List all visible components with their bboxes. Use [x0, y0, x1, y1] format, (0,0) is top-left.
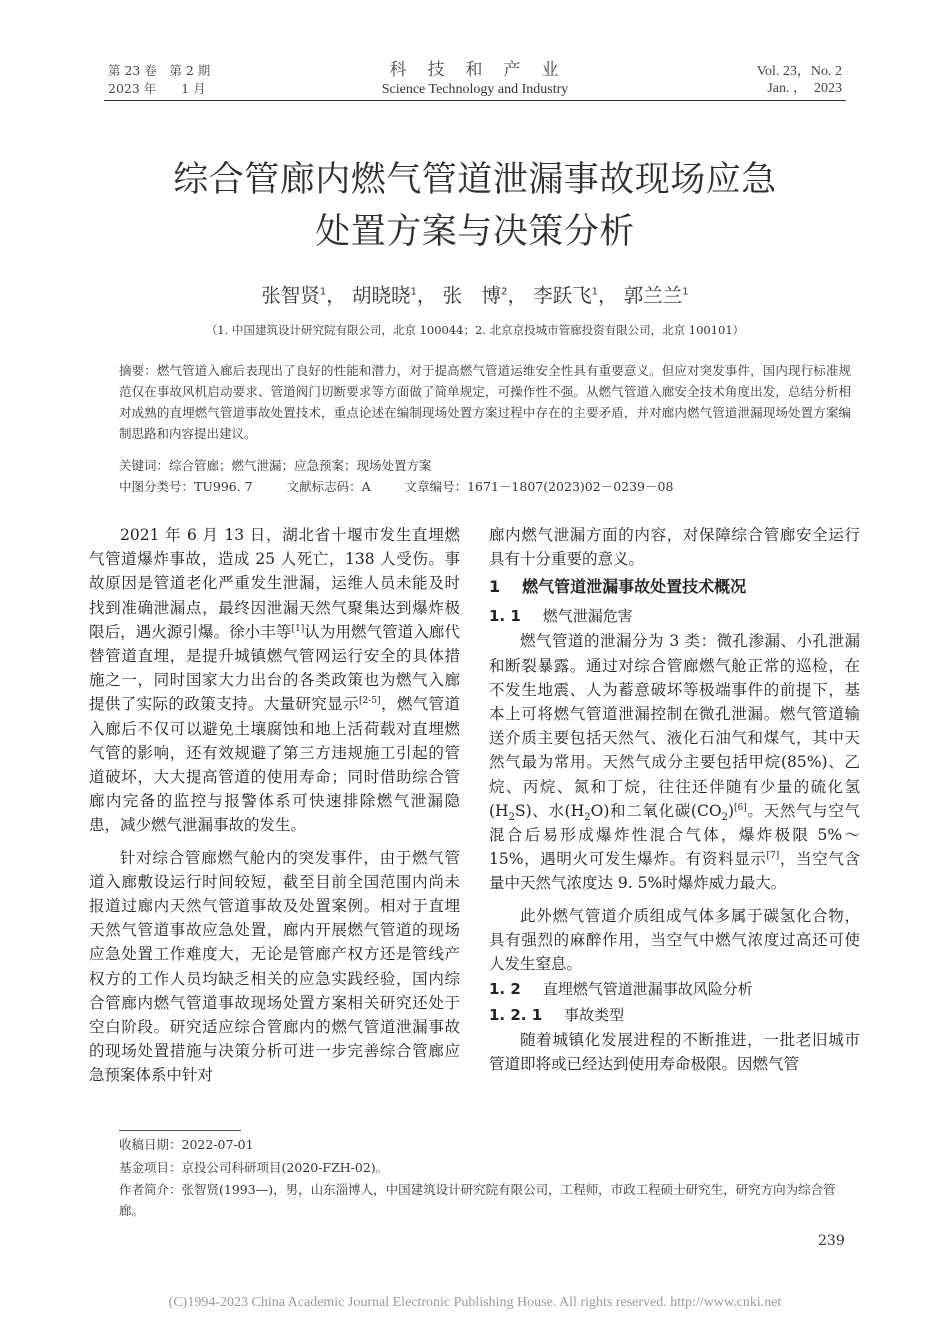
paper-title: 综合管廊内燃气管道泄漏事故现场应急 处置方案与决策分析: [173, 160, 777, 252]
subsection-heading: 1. 1 燃气泄漏危害: [489, 607, 633, 626]
paragraph: 廊内燃气泄漏方面的内容，对保障综合管廊安全运行具有十分重要的意义。: [489, 526, 860, 569]
author: 张 博$^2$: [442, 284, 508, 307]
journal-volume-issue: 第 23 卷 第 2 期 2023 年 1 月: [108, 63, 211, 96]
section-heading: 1 燃气管道泄漏事故处置技术概况: [489, 577, 747, 597]
author: 郭兰兰$^1$: [623, 284, 689, 307]
paragraph: 针对综合管廊燃气舱内的突发事件，由于燃气管道入廊敷设运行时间较短，截至目前全国范围内尚未报道过廊内天然气管道事故及处置案例。相对于直埋天然气管道事故应急处置，廊内开展燃气管道的现场应急处置工作难度大，无论是管廊产权方还是管线产权方的工作人员均缺乏相关的应急实践经验，国内综合管廊内燃气管道事故现场处置方案相关研究还处于空白阶段。研究适应综合管廊内的燃气管道泄漏事故的现场处置措施与决策分析可进一步完善综合管廊应急预案体系中针对: [89, 848, 460, 1085]
paragraph: 此外燃气管道介质组成气体多属于碳氢化合物，具有强烈的麻醉作用，当空气中燃气浓度过高还可使人发生窒息。: [489, 906, 860, 974]
author: 胡晓晓$^1$: [351, 284, 417, 307]
paragraph: 随着城镇化发展进程的不断推进，一批老旧城市管道即将或已经达到使用寿命极限。因燃气管: [489, 1031, 860, 1074]
citation: [7]: [766, 851, 780, 862]
fund-info: 基金项目：京投公司科研项目(2020-FZH-02)。: [119, 1160, 389, 1175]
paragraph: 2021 年 6 月 13 日，湖北省十堰市发生直埋燃气管道爆炸事故，造成 25 人死亡，138 人受伤。事故原因是管道老化严重发生泄漏，运维人员未能及时找到准确泄漏点，最终因泄漏天然气聚集达到爆炸极限后，遇火源引爆。徐小丰等[1]认为用燃气管道入廊代替管道直埋，是提升城镇燃气管网运行安全的具体措施之一，同时国家大力出台的各类政策也为燃气入廊提供了实际的政策支持。大量研究显示[2-5]，燃气管道入廊后不仅可以避免土壤腐蚀和地上活荷载对直埋燃气管的影响，还有效规避了第三方违规施工引起的管道破坏，大大提高管道的使用寿命；同时借助综合管廊内完备的监控与报警体系可快速排除燃气泄漏隐患，减少燃气泄漏事故的发生。: [89, 526, 460, 835]
subsubsection-heading: 1. 2. 1 事故类型: [489, 1006, 625, 1025]
affiliations: （1. 中国建筑设计研究院有限公司，北京 100044；2. 北京京投城市管廊投资有限公司，北京 100101）: [205, 323, 745, 337]
subsection-heading: 1. 2 直埋燃气管道泄漏事故风险分析: [489, 980, 753, 999]
copyright-watermark: (C)1994-2023 China Academic Journal Electronic Publishing House. All rights reserved. http://www.cnki.net: [168, 1295, 782, 1310]
received-date: 收稿日期：2022-07-01: [119, 1137, 254, 1152]
citation: [1]: [291, 623, 305, 634]
classification-line: [119, 477, 851, 497]
page-number: 239: [818, 1233, 845, 1249]
right-column: [489, 523, 860, 1077]
abstract: 摘要：燃气管道入廊后表现出了良好的性能和潜力，对于提高燃气管道运维安全性具有重要意义。但应对突发事件，国内现行标准规范仅在事故风机启动要求、管道阀门切断要求等方面做了简单规定，可操作性不强。从燃气管道入廊安全技术角度出发，总结分析相对成熟的直埋燃气管道事故处置技术，重点论述在编制现场处置方案过程中存在的主要矛盾，并对廊内燃气管道泄漏现场处置方案编制思路和内容提出建议。: [119, 363, 851, 441]
author: 李跃飞$^1$: [533, 284, 599, 307]
footnote-rule: [119, 1130, 241, 1131]
citation: [6]: [734, 802, 747, 813]
footnotes: [119, 1133, 859, 1221]
left-column: [89, 523, 460, 1088]
journal-name: 科 技 和 产 业 Science Technology and Industry: [381, 60, 569, 97]
header-rule: [104, 100, 846, 101]
classification-number: 中图分类号：TU996. 7: [119, 479, 253, 494]
keywords: 关键词：综合管廊；燃气泄漏；应急预案；现场处置方案: [119, 458, 432, 473]
author-bio: 作者简介：张智贤(1993—)，男，山东淄博人，中国建筑设计研究院有限公司，工程师，市政工程硕士研究生，研究方向为综合管廊。: [119, 1182, 836, 1218]
author-list: 张智贤$^1$， 胡晓晓$^1$， 张 博$^2$， 李跃飞$^1$， 郭兰兰$^1$: [261, 284, 689, 307]
citation: [2-5]: [359, 696, 381, 707]
journal-volume-en: Vol. 23，No. 2 Jan. ， 2023: [756, 64, 842, 96]
author: 张智贤$^1$: [261, 284, 327, 307]
document-code: 文献标志码：A: [286, 479, 371, 494]
article-number: 文章编号：1671－1807(2023)02－0239－08: [404, 479, 674, 494]
paragraph: 燃气管道的泄漏分为 3 类：微孔渗漏、小孔泄漏和断裂暴露。通过对综合管廊燃气舱正常的巡检，在不发生地震、人为蓄意破坏等极端事件的前提下，基本上可将燃气管道泄漏控制在微孔泄漏。燃气管道输送介质主要包括天然气、液化石油气和煤气，其中天然气最为常用。天然气成分主要包括甲烷(85%)、乙烷、丙烷、氮和丁烷，往往还伴随有少量的硫化氢$(H_2S)$、水$(H_2O)$和二氧化碳$(CO_2)[6]$。天然气与空气混合后易形成爆炸性混合气体，爆炸极限 5%～15%，遇明火可发生爆炸。有资料显示[7]，当空气含量中天然气浓度达 9. 5%时爆炸威力最大。: [489, 632, 861, 893]
